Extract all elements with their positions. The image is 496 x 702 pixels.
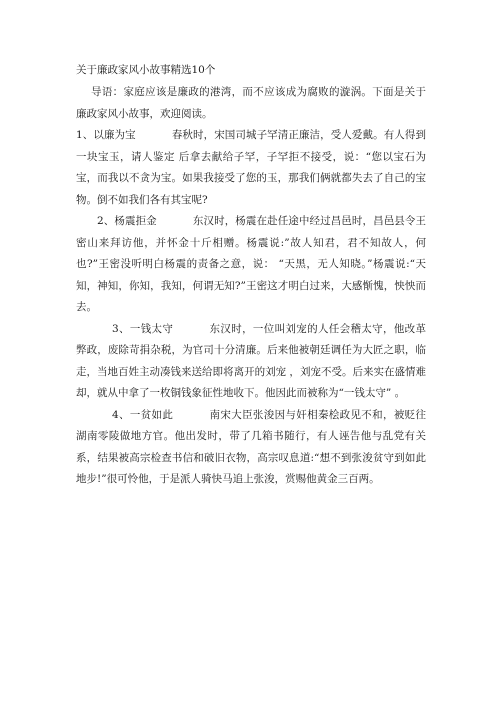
story-body-2: 东汉时，杨震在赴任途中经过昌邑时，昌邑县令王密山来拜访他，并怀金十斤相赠。杨震说:”故人知君，君不知故人，何也?”王密没听明白杨震的责备之意，说： “天黑，无人知晓。”杨震说:“天知，神知，你知，我知，何谓无知?”王密这才明白过来，大感惭愧，怏怏而去。 <box>76 215 427 313</box>
story-body-1: 春秋时，宋国司城子罕清正廉洁，受人爱戴。有人得到一块宝玉，请人鉴定 后拿去献给子罕，子罕拒不接受，说：“您以宝石为宝，而我以不贪为宝。如果我接受了您的玉，那我们俩就都失去了自己的宝物。倒不如我们各有其宝呢? <box>76 129 426 206</box>
story-heading-1: 1、以廉为宝 <box>76 129 136 141</box>
document-title: 关于廉政家风小故事精选10个 <box>76 64 216 76</box>
story-heading-2: 2、杨震拒金 <box>97 215 157 227</box>
story-heading-3: 3、一钱太守 <box>112 322 174 335</box>
story-paragraph-1 <box>76 125 426 211</box>
story-paragraph-4 <box>76 405 426 491</box>
story-body-3: 东汉时，一位叫刘宠的人任会稽太守，他改革弊政，废除苛捐杂税，为官司十分清廉。后来他被朝廷调任为大匠之职，临走，当地百姓主动凑钱来送给即将离开的刘宠 ，刘宠不受。后来实在盛情难却，就从中拿了一枚铜钱象征性地收下。他因此而被称为“一钱太守” 。 <box>76 322 426 399</box>
story-paragraph-3 <box>76 319 426 405</box>
intro-paragraph: 导语：家庭应该是廉政的港湾，而不应该成为腐败的漩涡。下面是关于廉政家风小故事，欢迎阅读。 <box>76 86 426 120</box>
document-body <box>76 62 426 491</box>
story-paragraph-2 <box>76 211 426 319</box>
story-body-4: 南宋大臣张浚因与奸相秦桧政见不和，被贬往湖南零陵做地方官。他出发时，带了几箱书随行，有人诬告他与乱党有关系，结果被高宗检查书信和破旧衣物，高宗叹息道:“想不到张浚贫守到如此地步!”很可怜他，于是派人骑快马追上张浚，赏赐他黄金三百两。 <box>76 408 426 485</box>
story-heading-4: 4、一贫如此 <box>112 408 174 421</box>
